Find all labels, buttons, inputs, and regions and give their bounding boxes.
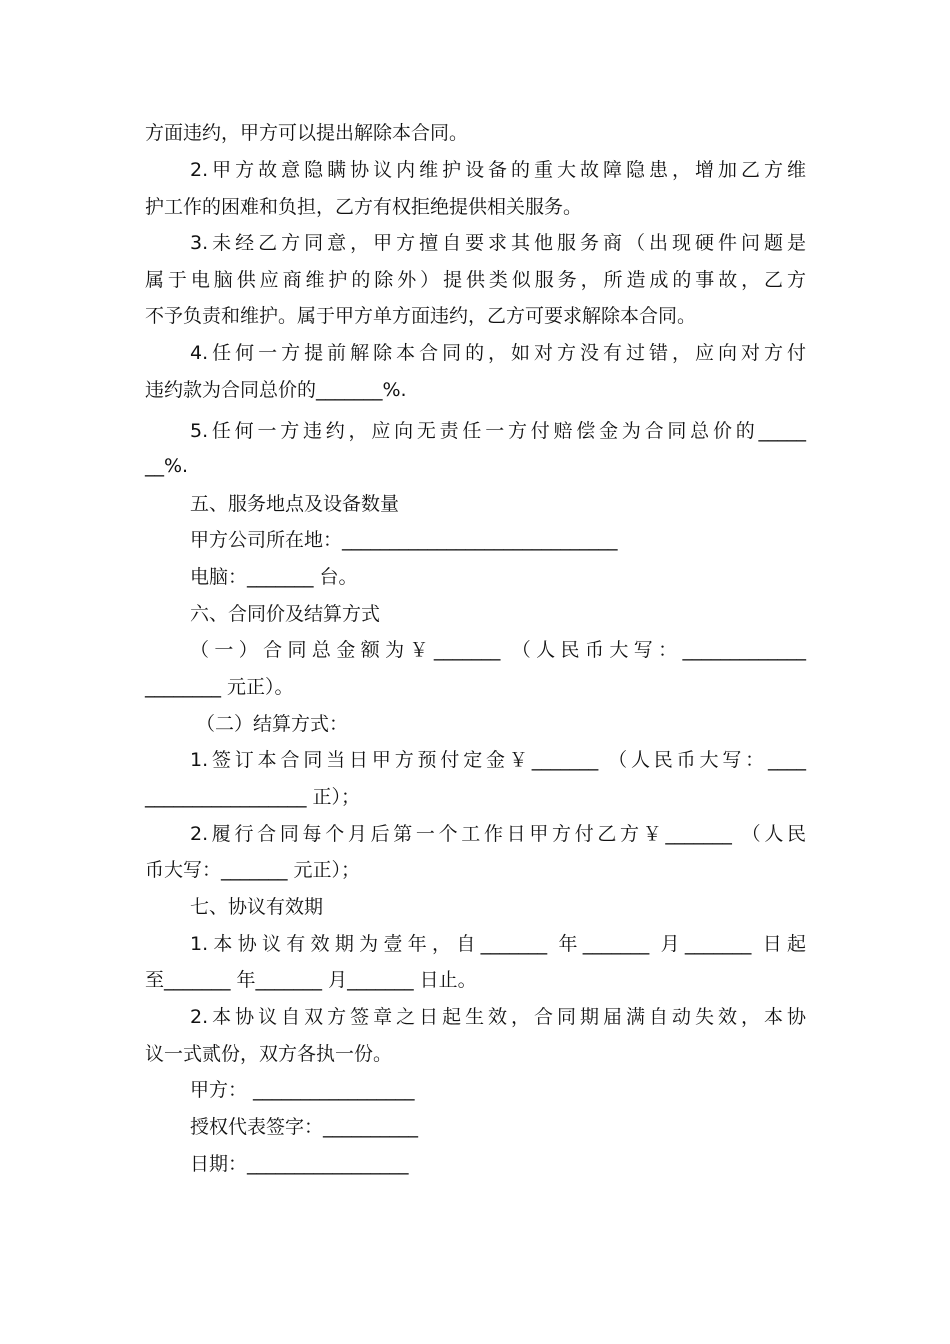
clause-text: 2.本协议自双方签章之日起生效，合同期届满自动失效，本协 [190, 1006, 806, 1028]
text-line: 护工作的困难和负担，乙方有权拒绝提供相关服务。 [145, 196, 583, 218]
signature-authorized-rep: 授权代表签字：__________ [190, 1116, 419, 1138]
text-line: ________ 元正）。 [145, 676, 294, 698]
clause-text: 2.甲方故意隐瞒协议内维护设备的重大故障隐患，增加乙方维 [190, 159, 806, 181]
clause-text: 3.未经乙方同意，甲方擅自要求其他服务商（出现硬件问题是 [190, 232, 806, 254]
clause-text: 2.履行合同每个月后第一个工作日甲方付乙方￥_______ （人民 [190, 823, 806, 845]
signature-date: 日期：_________________ [190, 1153, 409, 1175]
clause-text: 1.签订本合同当日甲方预付定金￥_______ （人民币大写：____ [190, 749, 806, 771]
section-heading: 六、合同价及结算方式 [190, 603, 381, 625]
subsection-heading: （二）结算方式： [196, 713, 349, 735]
text-line: 方面违约，甲方可以提出解除本合同。 [145, 122, 469, 144]
text-line: 属于电脑供应商维护的除外）提供类似服务，所造成的事故，乙方 [145, 269, 806, 291]
text-line: 违约款为合同总价的_______%. [145, 379, 407, 401]
form-line: （一）合同总金额为￥_______ （人民币大写：_____________ [190, 639, 806, 661]
text-line: 至_______ 年_______ 月_______ 日止。 [145, 969, 477, 991]
clause-text: 1.本协议有效期为壹年，自_______ 年_______ 月_______ 日起 [190, 933, 806, 955]
text-line: __%. [145, 455, 189, 477]
section-heading: 七、协议有效期 [190, 896, 324, 918]
text-line: _________________ 正）； [145, 786, 361, 808]
form-line: 电脑：_______ 台。 [190, 566, 358, 588]
clause-text: 4.任何一方提前解除本合同的，如对方没有过错，应向对方付 [190, 342, 806, 364]
form-line: 甲方公司所在地：_____________________________ [190, 529, 618, 551]
section-heading: 五、服务地点及设备数量 [190, 493, 400, 515]
text-line: 不予负责和维护。属于甲方单方面违约，乙方可要求解除本合同。 [145, 305, 697, 327]
signature-party-a: 甲方： _________________ [190, 1079, 415, 1101]
text-line: 议一式贰份，双方各执一份。 [145, 1043, 393, 1065]
clause-text: 5.任何一方违约，应向无责任一方付赔偿金为合同总价的_____ [190, 420, 806, 442]
text-line: 币大写：_______ 元正）； [145, 859, 361, 881]
